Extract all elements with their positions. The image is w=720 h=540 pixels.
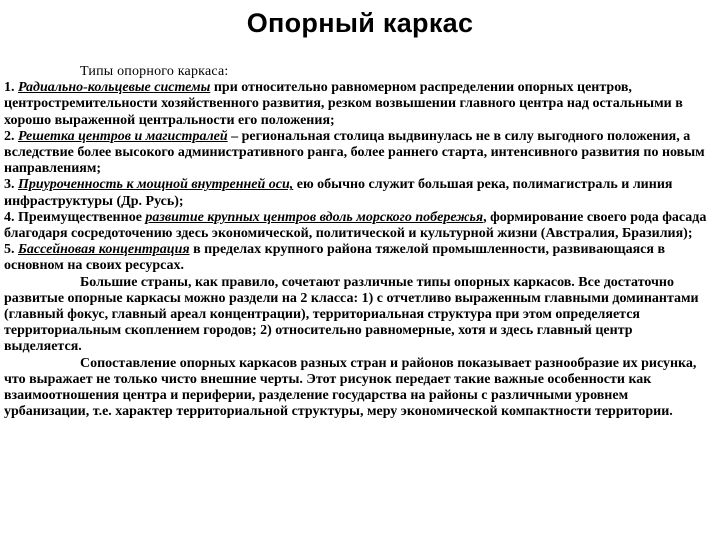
list-item-4: 4. Преимущественное развитие крупных центров вдоль морского побережья, формирование своего рода фасада благодаря сосредоточению здесь экономической, политической и культурной жизни (Австралия, Бразилия);: [4, 209, 707, 242]
subtitle: Типы опорного каркаса:: [80, 64, 229, 79]
term: Решетка центров и магистралей: [18, 128, 228, 144]
list-item-1: 1. Радиально-кольцевые системы при относительно равномерном распределении опорных центров, центростремительности хозяйственного развития, резком возвышении главного центра над остальными в хорошо выраженной центральности его положения;: [4, 80, 683, 128]
slide-body: [4, 64, 710, 420]
slide-title: Опорный каркас: [246, 8, 474, 38]
paragraph-1: Большие страны, как правило, сочетают различные типы опорных каркасов. Все достаточно развитые опорные каркасы можно раздели на 2 класса: 1) с отчетливо выраженным главными доминантами (главный фокус, главный ареал концентрации), территориальная структура при этом определяется территориальным скоплением городов; 2) относительно равномерные, хотя и здесь главный центр выделяется.: [4, 274, 699, 355]
term: Бассейновая концентрация: [18, 242, 190, 258]
list-item-3: 3. Приуроченность к мощной внутренней оси, ею обычно служит большая река, полимагистраль и линия инфраструктуры (Др. Русь);: [4, 177, 673, 209]
term: Приуроченность к мощной внутренней оси,: [18, 177, 294, 193]
term: развитие крупных центров вдоль морского побережья: [145, 209, 484, 225]
term: Радиально-кольцевые системы: [18, 80, 211, 96]
list-item-5: 5. Бассейновая концентрация в пределах крупного района тяжелой промышленности, развивающаяся в основном на своих ресурсах.: [4, 242, 666, 274]
list-item-2: 2. Решетка центров и магистралей – региональная столица выдвинулась не в силу выгодного положения, а вследствие более высокого административного ранга, более раннего старта, интенсивного развития по новым направлениям;: [4, 128, 705, 177]
paragraph-2: Сопоставление опорных каркасов разных стран и районов показывает разнообразие их рисунка, что выражает не только чисто внешние черты. Этот рисунок передает такие важные особенности как взаимоотношения центра и периферии, разделение государства на районы с различными уровнем урбанизации, т.е. характер территориальной структуры, меру экономической компактности территории.: [4, 355, 697, 420]
